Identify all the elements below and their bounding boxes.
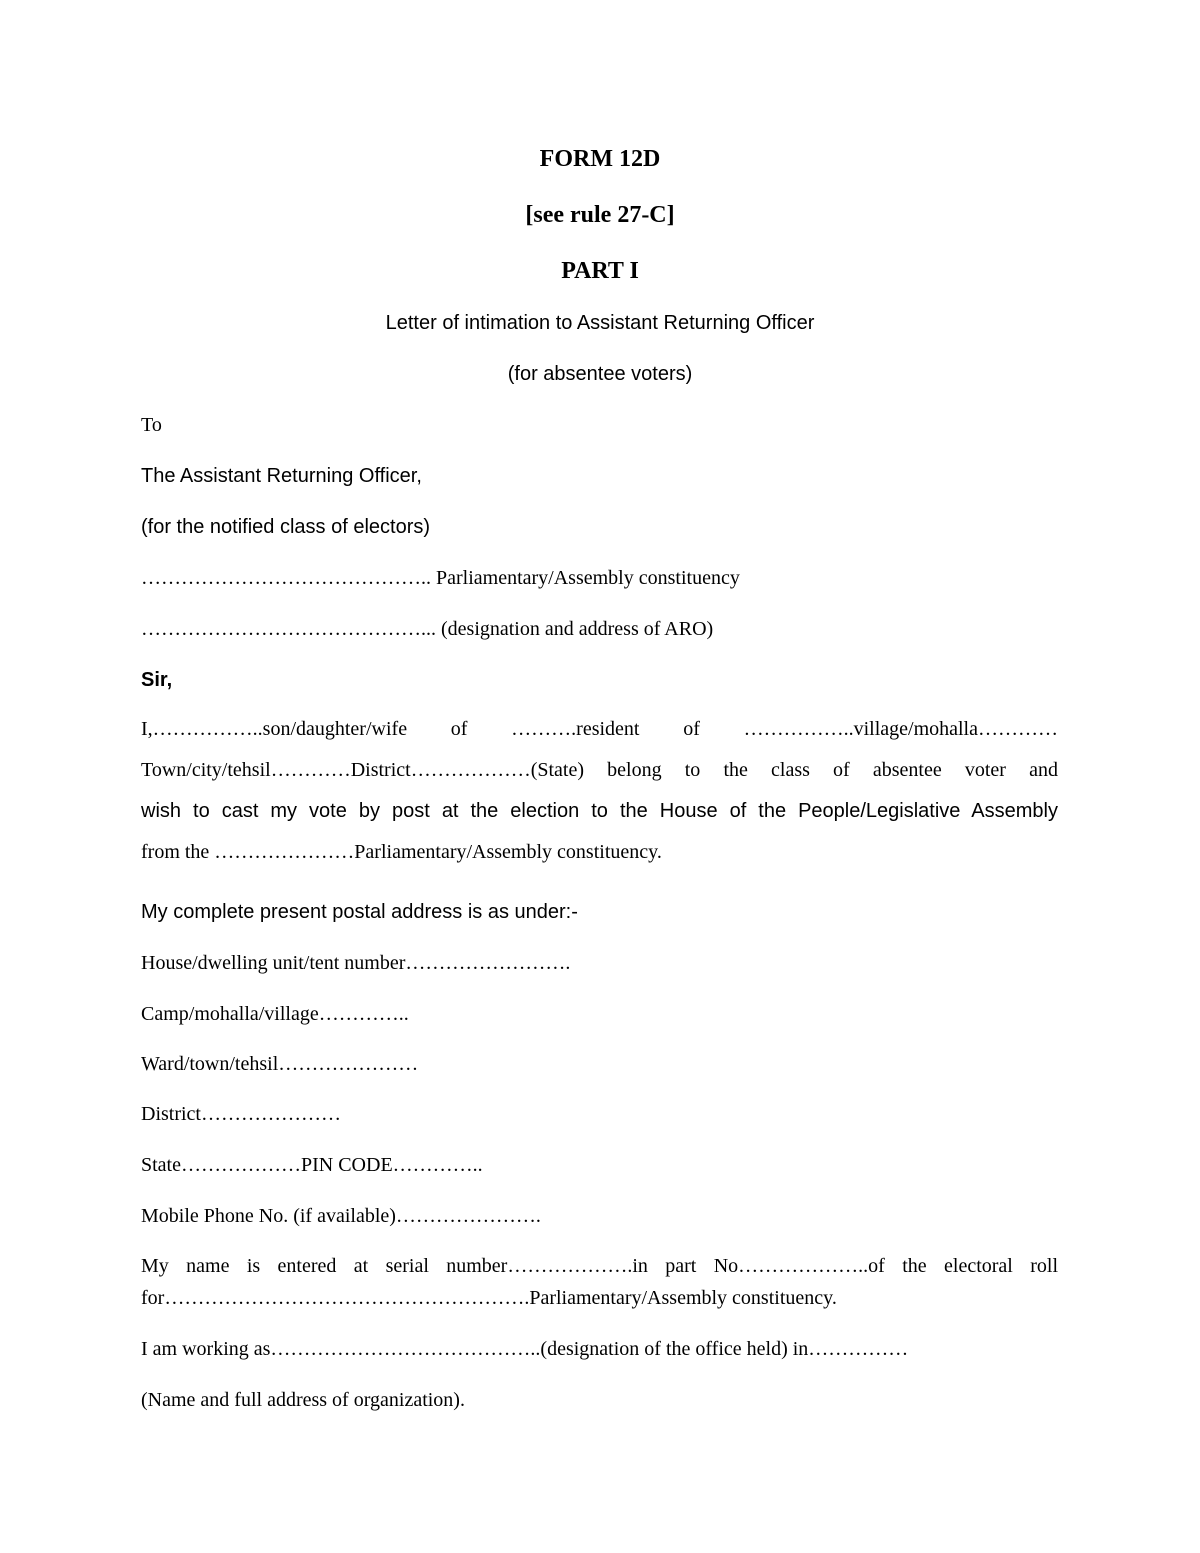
salutation: Sir, [141,669,173,691]
addressee-title: The Assistant Returning Officer, [141,465,422,487]
state-pincode-line: State………………PIN CODE………….. [141,1154,483,1176]
serial-number-line-1: My name is entered at serial number……………….in part No………………..of the electoral roll [141,1255,1058,1277]
camp-mohalla-line: Camp/mohalla/village………….. [141,1003,409,1025]
body-line-2: Town/city/tehsil…………District………………(State) belong to the class of absentee voter and [141,759,1058,781]
district-line: District………………… [141,1103,341,1125]
form-title: FORM 12D [539,146,661,172]
rule-reference: [see rule 27-C] [525,202,675,228]
constituency-line: …………………………………….. Parliamentary/Assembly constituency [141,567,740,589]
part-heading: PART I [561,258,639,284]
elector-class: (for the notified class of electors) [141,516,431,538]
aro-designation-line: ……………………………………... (designation and address of ARO) [141,618,714,640]
letter-subtitle: Letter of intimation to Assistant Returning Officer [385,312,815,334]
address-intro: My complete present postal address is as under:- [141,901,578,923]
body-line-1: I,……………..son/daughter/wife of ……….resident of ……………..village/mohalla………… [141,718,1058,740]
serial-number-line-2: for……………………………………………….Parliamentary/Assembly constituency. [141,1287,837,1309]
ward-town-line: Ward/town/tehsil………………… [141,1053,419,1075]
house-number-line: House/dwelling unit/tent number……………………. [141,952,571,974]
body-line-3: wish to cast my vote by post at the election to the House of the People/Legislative Assembly [141,800,1058,822]
working-as-line: I am working as…………………………………..(designation of the office held) in…………… [141,1338,909,1360]
voter-type-subtitle: (for absentee voters) [507,363,693,385]
to-label: To [141,414,162,436]
mobile-phone-line: Mobile Phone No. (if available)…………………. [141,1205,541,1227]
organization-line: (Name and full address of organization). [141,1389,465,1411]
body-line-4: from the …………………Parliamentary/Assembly constituency. [141,841,662,863]
